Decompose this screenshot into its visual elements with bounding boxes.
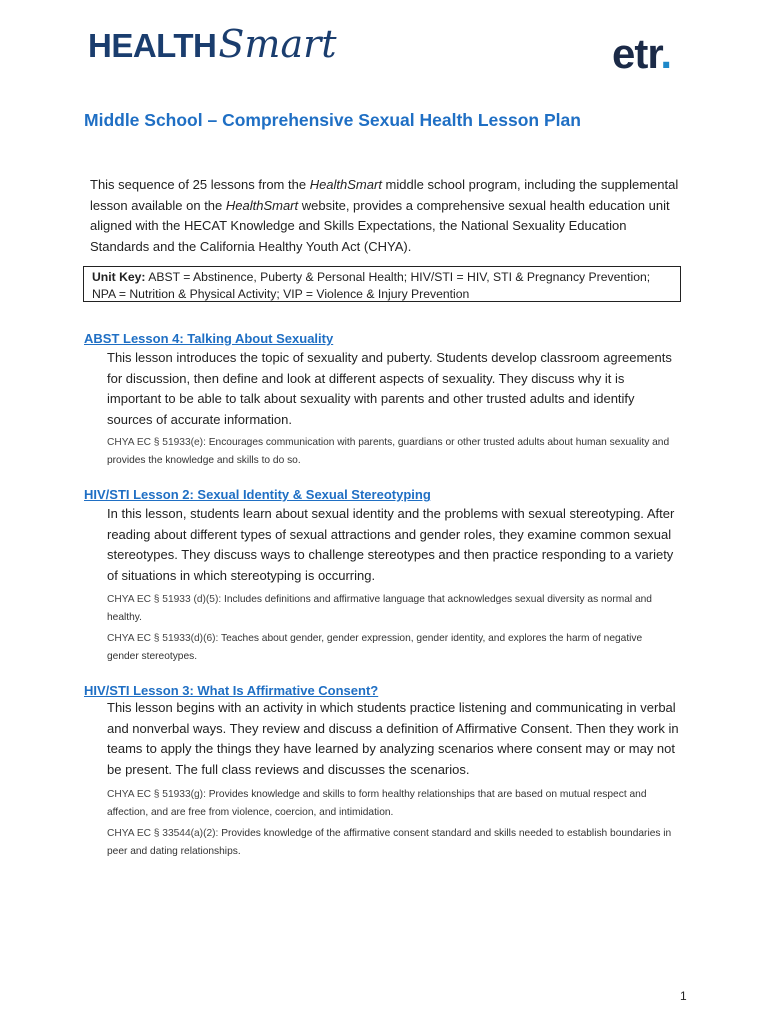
lesson-description: This lesson begins with an activity in which students practice listening and communicating in verbal and nonverbal ways. They review and discuss a definition of Affirmative Consent. Then they work in teams to apply the things they have learned by analyzing scenarios where consent may or may not be present. The full class reviews and discusses the scenarios. xyxy=(107,700,679,778)
standard-code: CHYA EC § 51933(e): xyxy=(107,437,209,448)
logo-health-text: HEALTH xyxy=(88,27,217,64)
standard-item xyxy=(107,591,672,626)
standard-text: Teaches about gender, gender expression, gender identity, and explores the harm of negative gender stereotypes. xyxy=(107,633,643,662)
standard-item xyxy=(107,825,672,860)
intro-paragraph xyxy=(90,175,680,257)
standard-text: Encourages communication with parents, guardians or other trusted adults about human sexuality and provides the knowledge and skills to do so. xyxy=(107,437,670,466)
logo-smart-text: Smart xyxy=(218,22,337,66)
intro-text-1: This sequence of 25 lessons from the xyxy=(90,177,310,192)
healthsmart-logo xyxy=(88,22,337,74)
standard-code: CHYA EC § 51933 (d)(5): xyxy=(107,594,225,605)
logo-etr-text: etr xyxy=(612,30,661,77)
intro-brand-2: HealthSmart xyxy=(225,197,299,213)
logo-etr-dot: . xyxy=(660,30,672,77)
lesson-description: This lesson introduces the topic of sexuality and puberty. Students develop classroom agreements for discussion, then define and look at different aspects of sexuality. They discuss why it is important to be able to talk about sexuality with parents and other trusted adults and identify sources of accurate information. xyxy=(107,350,672,428)
page-number: 1 xyxy=(680,989,687,1003)
standard-code: CHYA EC § 51933(d)(6): xyxy=(107,633,222,644)
standard-text: Provides knowledge of the affirmative consent standard and skills needed to establish boundaries in peer and dating relationships. xyxy=(107,828,672,857)
standard-text: Provides knowledge and skills to form healthy relationships that are based on mutual respect and affection, and are free from violence, coercion, and intimidation. xyxy=(107,789,647,818)
lesson-title[interactable]: ABST Lesson 4: Talking About Sexuality xyxy=(84,331,334,346)
unit-key-text: ABST = Abstinence, Puberty & Personal Health; HIV/STI = HIV, STI & Pregnancy Prevention; NPA = Nutrition & Physical Activity; VIP = Violence & Injury Prevention xyxy=(92,270,651,301)
standard-text: Includes definitions and affirmative language that acknowledges sexual diversity as normal and healthy. xyxy=(107,594,652,623)
unit-key-label: Unit Key: xyxy=(92,270,146,284)
standard-item xyxy=(107,630,672,665)
intro-text-3: website, provides a comprehensive sexual health education unit aligned with the HECAT Knowledge and Skills Expectations, the National Sexuality Education Standards and the California Healthy Youth Act (CHYA). xyxy=(90,197,670,254)
page-title: Middle School – Comprehensive Sexual Health Lesson Plan xyxy=(84,110,581,130)
lesson-title[interactable]: HIV/STI Lesson 2: Sexual Identity & Sexual Stereotyping xyxy=(84,487,431,502)
intro-text-2: middle school program, including the supplemental lesson available on the xyxy=(90,177,679,213)
standard-code: CHYA EC § 33544(a)(2): xyxy=(107,828,222,839)
etr-logo xyxy=(612,30,671,78)
unit-key-box xyxy=(83,266,681,302)
standard-item xyxy=(107,786,672,821)
standard-item xyxy=(107,434,672,469)
lesson-title[interactable]: HIV/STI Lesson 3: What Is Affirmative Consent? xyxy=(84,683,379,698)
standard-code: CHYA EC § 51933(g): xyxy=(107,789,209,800)
lesson-description: In this lesson, students learn about sexual identity and the problems with sexual stereotyping. After reading about different types of sexual attractions and gender roles, they examine common sexual stereotypes. They discuss ways to challenge stereotypes and then practice responding to a variety of situations in which stereotyping is occurring. xyxy=(107,506,675,584)
intro-brand-1: HealthSmart xyxy=(309,177,382,192)
